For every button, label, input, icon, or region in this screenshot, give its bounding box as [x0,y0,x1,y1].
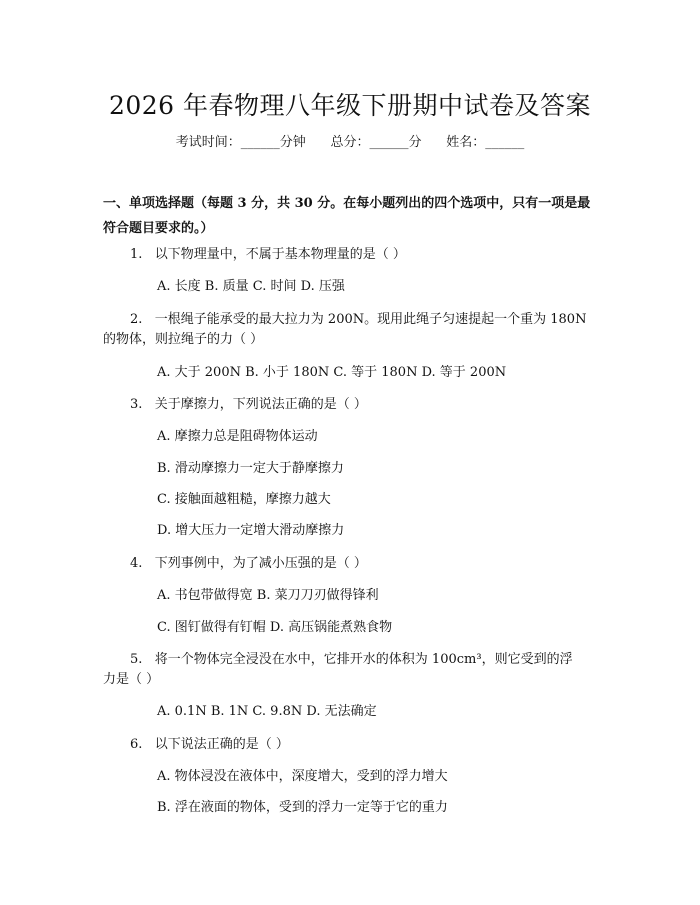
question-2-options: A. 大于 200N B. 小于 180N C. 等于 180N D. 等于 200N [157,365,507,380]
question-3-option-a: A. 摩擦力总是阻碍物体运动 [157,429,318,444]
question-5-stem-line-2: 力是（ ） [103,672,160,687]
page-title: 2026 年春物理八年级下册期中试卷及答案 [108,91,592,120]
question-2-stem-line-1: 2. 一根绳子能承受的最大拉力为 200N。现用此绳子匀速提起一个重为 180N [130,312,587,327]
question-4-stem: 4. 下列事例中，为了减小压强的是（ ） [130,556,367,571]
question-4-options-row-2: C. 图钉做得有钉帽 D. 高压锅能煮熟食物 [157,620,393,635]
question-1-stem: 1. 以下物理量中，不属于基本物理量的是（ ） [130,247,406,262]
question-3-option-b: B. 滑动摩擦力一定大于静摩擦力 [157,461,344,476]
question-1-options: A. 长度 B. 质量 C. 时间 D. 压强 [157,279,345,294]
question-4-options-row-1: A. 书包带做得宽 B. 菜刀刀刃做得锋利 [157,588,379,603]
exam-meta-line: 考试时间：______分钟 总分：______分 姓名：______ [175,135,525,150]
question-5-stem-line-1: 5. 将一个物体完全浸没在水中，它排开水的体积为 100cm³，则它受到的浮 [130,652,573,667]
question-6-option-a: A. 物体浸没在液体中，深度增大，受到的浮力增大 [157,769,448,784]
question-6-option-b: B. 浮在液面的物体，受到的浮力一定等于它的重力 [157,800,448,815]
question-5-options: A. 0.1N B. 1N C. 9.8N D. 无法确定 [157,704,377,719]
question-6-stem: 6. 以下说法正确的是（ ） [130,737,289,752]
question-2-stem-line-2: 的物体，则拉绳子的力（ ） [103,332,264,347]
question-3-option-d: D. 增大压力一定增大滑动摩擦力 [157,523,345,538]
question-3-stem: 3. 关于摩擦力，下列说法正确的是（ ） [130,397,367,412]
question-3-option-c: C. 接触面越粗糙，摩擦力越大 [157,492,331,507]
section-heading: 一、单项选择题（每题 3 分，共 30 分。在每小题列出的四个选项中，只有一项是最符合题目要求的。） [103,196,591,236]
